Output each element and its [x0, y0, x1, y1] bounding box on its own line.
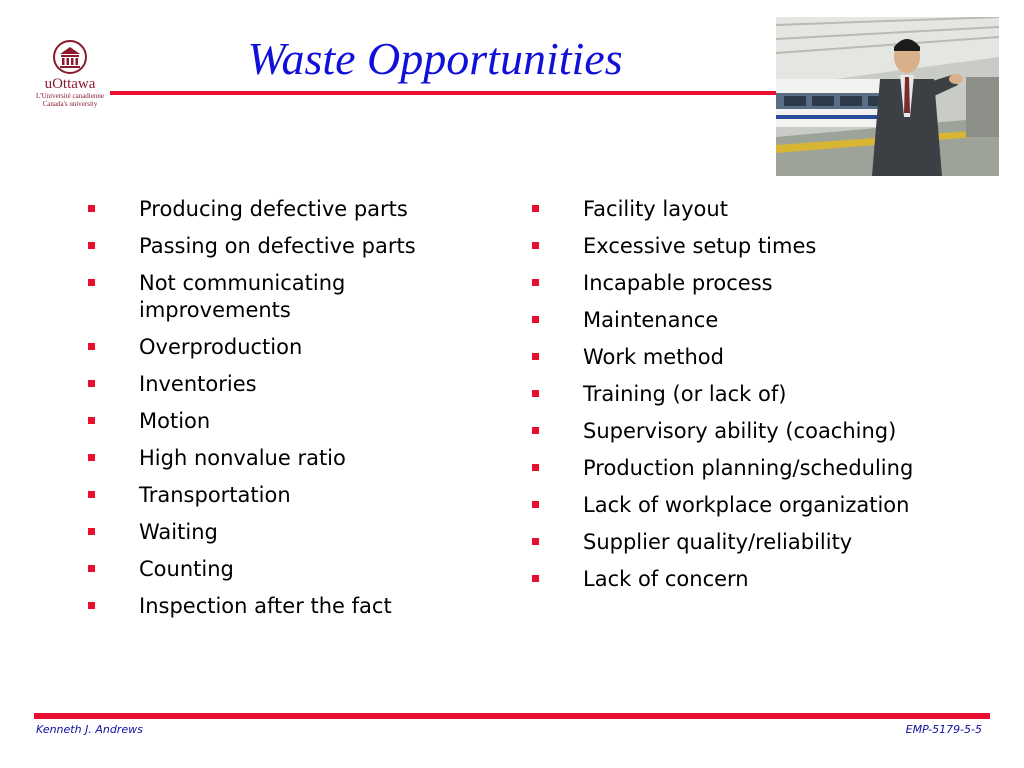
- list-item: [532, 566, 972, 593]
- logo-subtitle-en: Canada's university: [42, 100, 98, 108]
- waste-list-right: [532, 196, 972, 603]
- bullet-icon: [532, 464, 539, 471]
- logo-name: uOttawa: [44, 76, 96, 92]
- bullet-icon: [532, 353, 539, 360]
- university-logo: [30, 40, 110, 122]
- list-item: [532, 233, 972, 260]
- bullet-icon: [532, 242, 539, 249]
- waste-list-left: [88, 196, 508, 630]
- bullet-icon: [532, 390, 539, 397]
- bullet-icon: [88, 491, 95, 498]
- bullet-icon: [88, 417, 95, 424]
- list-item-label: Waiting: [139, 520, 218, 544]
- list-item-label: Transportation: [139, 483, 291, 507]
- footer-slide-code: EMP-5179-5-5: [905, 723, 982, 736]
- list-item-label: Excessive setup times: [583, 234, 817, 258]
- bullet-icon: [532, 538, 539, 545]
- bullet-icon: [88, 205, 95, 212]
- list-item: [532, 196, 972, 223]
- list-item-label: Producing defective parts: [139, 197, 408, 221]
- list-item-label: Not communicating improvements: [139, 271, 346, 322]
- title-divider: [110, 91, 778, 95]
- list-item: [88, 334, 508, 361]
- list-item-label: Motion: [139, 409, 211, 433]
- list-item-label: Lack of workplace organization: [583, 493, 910, 517]
- list-item-label: High nonvalue ratio: [139, 446, 346, 470]
- list-item: [88, 196, 508, 223]
- list-item: [532, 307, 972, 334]
- list-item-label: Lack of concern: [583, 567, 749, 591]
- list-item: [88, 371, 508, 398]
- list-item: [532, 270, 972, 297]
- list-item: [532, 344, 972, 371]
- list-item-label: Supplier quality/reliability: [583, 530, 853, 554]
- list-item: [88, 445, 508, 472]
- list-item-label: Overproduction: [139, 335, 303, 359]
- bullet-icon: [532, 205, 539, 212]
- list-item: [532, 492, 972, 519]
- bullet-icon: [88, 343, 95, 350]
- list-item-label: Supervisory ability (coaching): [583, 419, 897, 443]
- list-item: [88, 408, 508, 435]
- building-icon: [52, 40, 88, 74]
- list-item: [532, 381, 972, 408]
- businessman-photo: [776, 17, 999, 176]
- list-item: [532, 418, 972, 445]
- list-item: [532, 455, 972, 482]
- bullet-icon: [88, 528, 95, 535]
- list-item-label: Passing on defective parts: [139, 234, 416, 258]
- footer-divider: [34, 713, 990, 719]
- bullet-icon: [532, 575, 539, 582]
- bullet-icon: [88, 242, 95, 249]
- list-item: [532, 529, 972, 556]
- list-item: [88, 593, 508, 620]
- list-item-label: Facility layout: [583, 197, 728, 221]
- bullet-icon: [532, 427, 539, 434]
- bullet-icon: [88, 565, 95, 572]
- list-item: [88, 519, 508, 546]
- bullet-icon: [88, 454, 95, 461]
- list-item-label: Counting: [139, 557, 234, 581]
- bullet-icon: [532, 279, 539, 286]
- bullet-icon: [88, 279, 95, 286]
- list-item: [88, 270, 508, 324]
- bullet-icon: [532, 316, 539, 323]
- bullet-icon: [532, 501, 539, 508]
- list-item-label: Production planning/scheduling: [583, 456, 914, 480]
- list-item: [88, 233, 508, 260]
- list-item: [88, 556, 508, 583]
- list-item-label: Inspection after the fact: [139, 594, 392, 618]
- bullet-icon: [88, 602, 95, 609]
- slide-title: Waste Opportunities: [247, 33, 623, 84]
- list-item: [88, 482, 508, 509]
- logo-subtitle-fr: L'Université canadienne: [36, 92, 104, 100]
- list-item-label: Work method: [583, 345, 724, 369]
- bullet-icon: [88, 380, 95, 387]
- list-item-label: Incapable process: [583, 271, 773, 295]
- list-item-label: Inventories: [139, 372, 257, 396]
- list-item-label: Maintenance: [583, 308, 719, 332]
- footer-author: Kenneth J. Andrews: [36, 723, 143, 736]
- list-item-label: Training (or lack of): [583, 382, 787, 406]
